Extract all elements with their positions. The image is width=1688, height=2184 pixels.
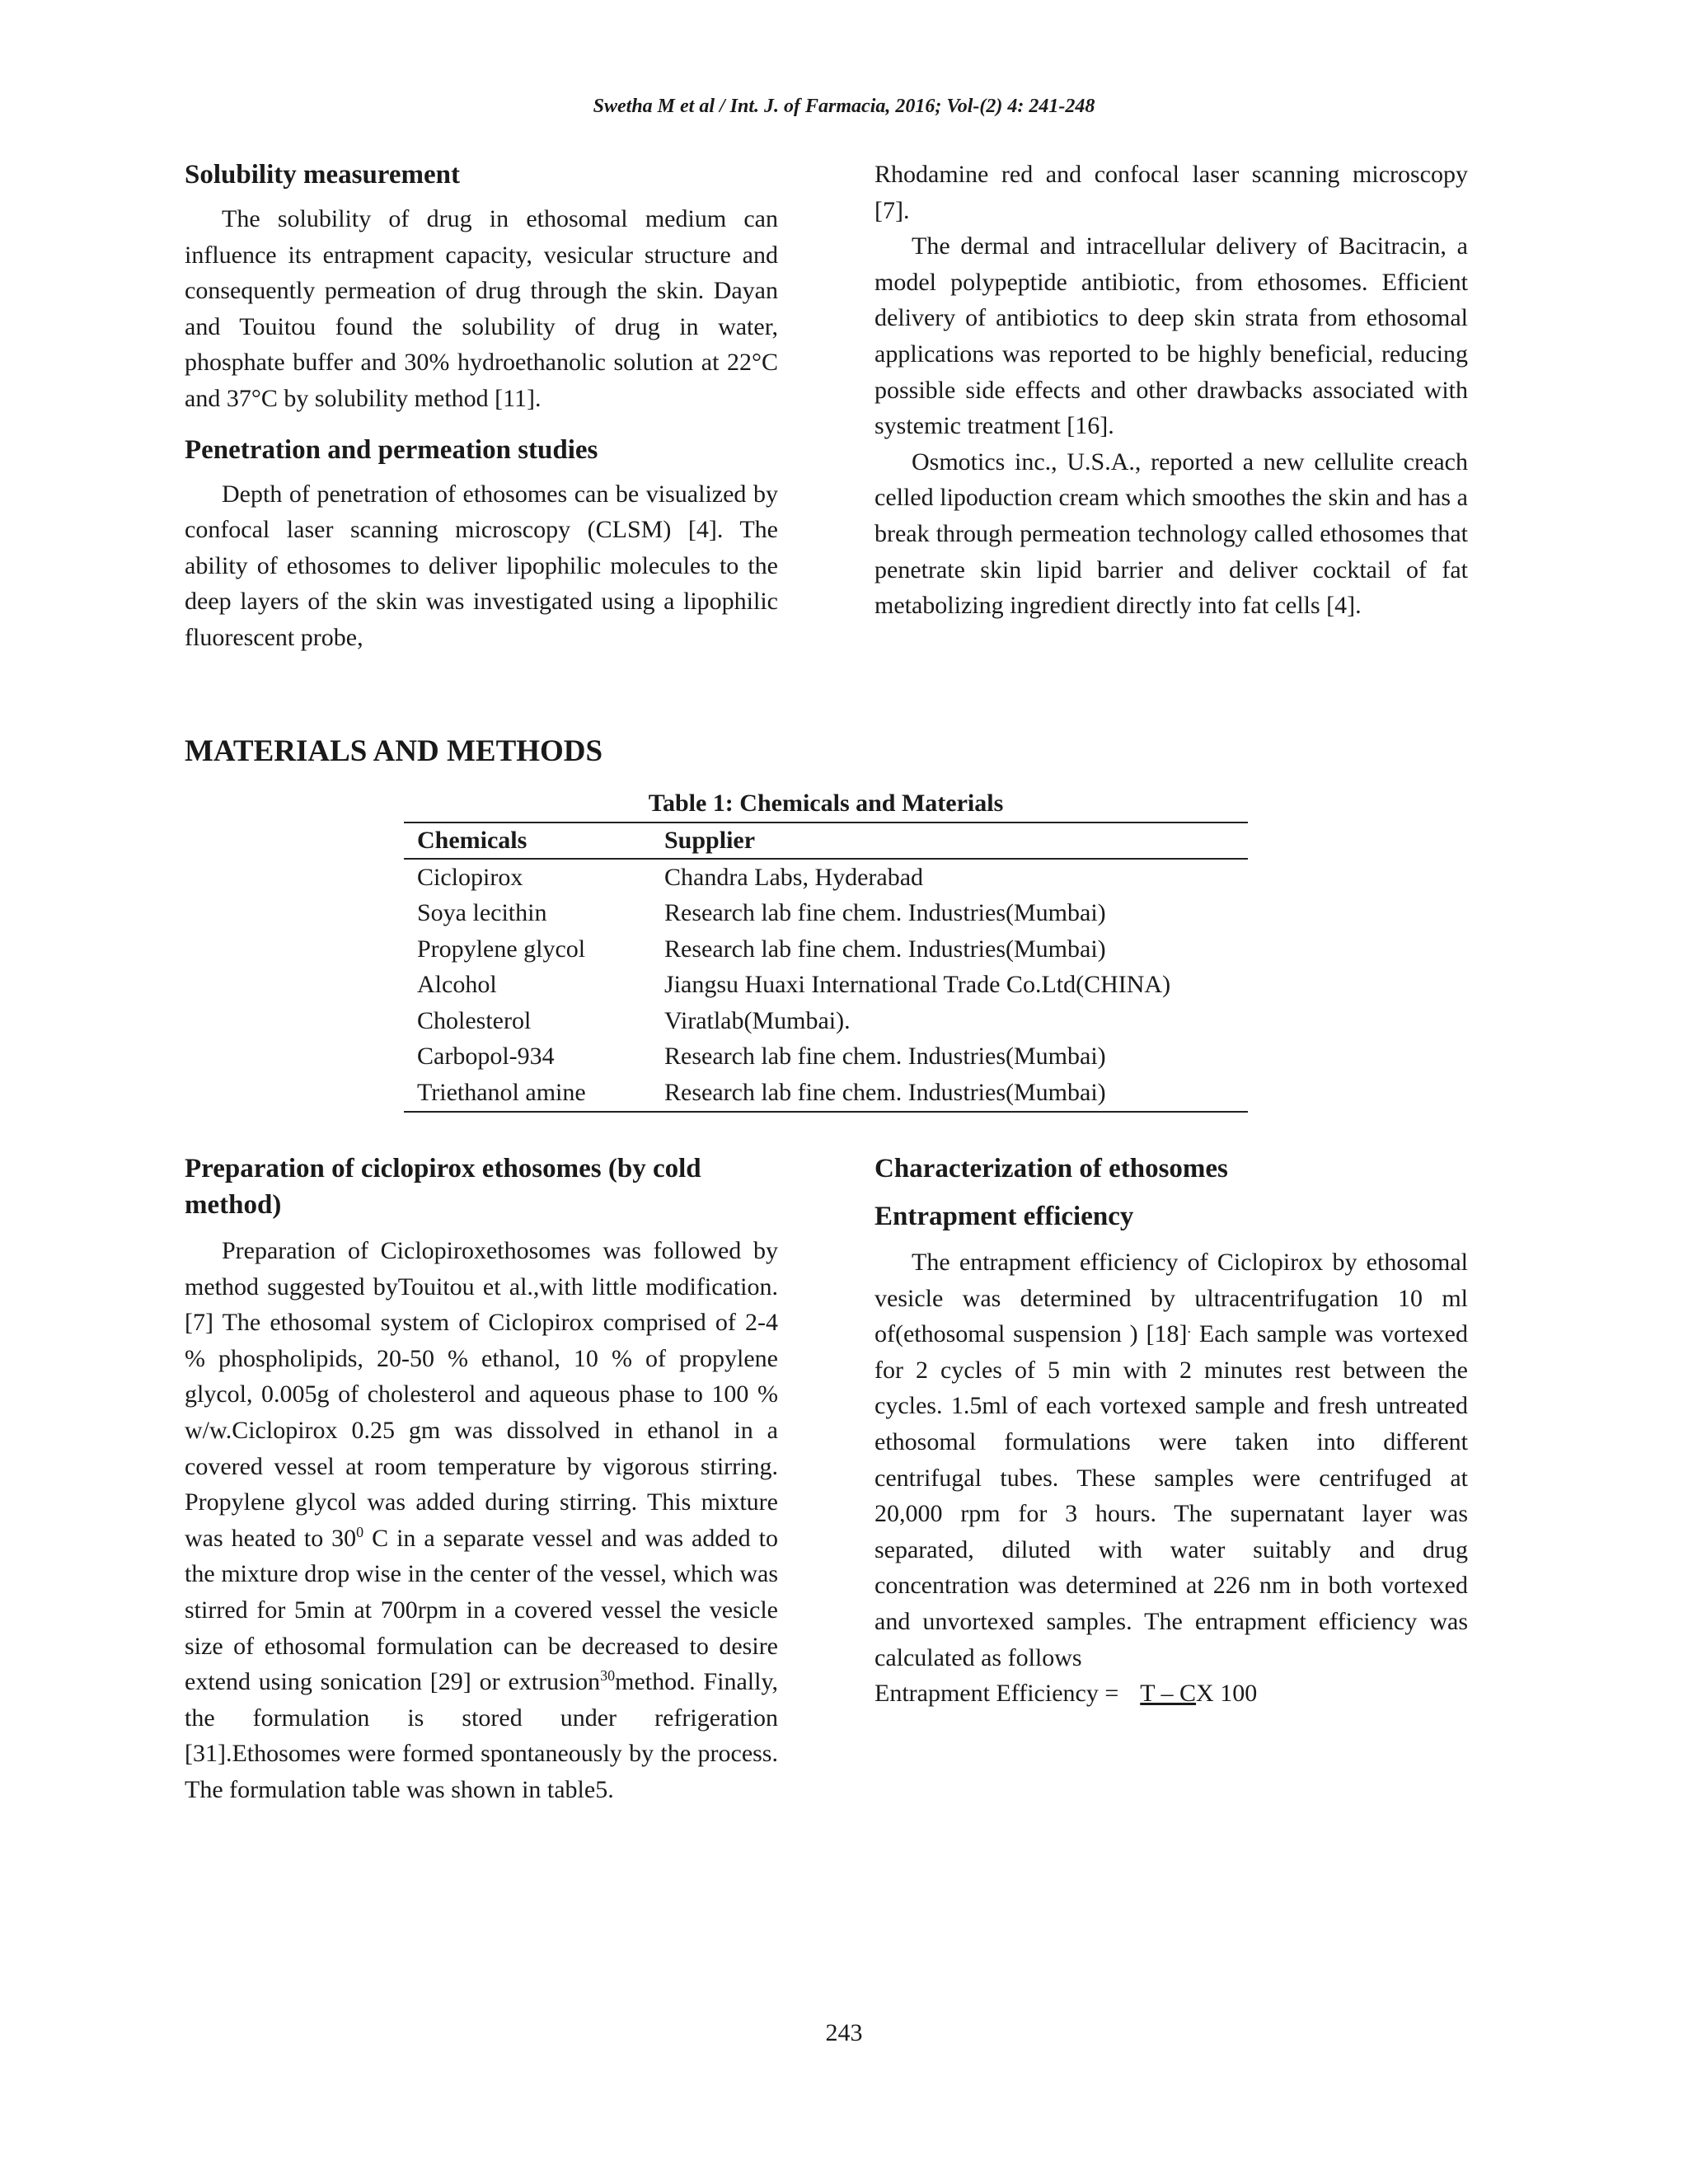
table-chemicals (404, 787, 1248, 1113)
cell-supplier: Research lab fine chem. Industries(Mumbai) (664, 1078, 1106, 1106)
formula-entrapment (874, 1675, 1468, 1712)
entrapment-text-2: Each sample was vortexed for 2 cycles of 5 min with 2 minutes rest between the cycles. 1.5ml of each vortexed sample and fresh untreated ethosomal formulations were taken into different centrifugal tubes. These samples were centrifuged at 20,000 rpm for 3 hours. The supernatant layer was separated, diluted with water suitably and drug concentration was determined at 226 nm in both vortexed and unvortexed samples. The entrapment efficiency was calculated as follows (874, 1320, 1468, 1671)
cell-supplier: Viratlab(Mumbai). (664, 1006, 851, 1034)
cell-chemical: Triethanol amine (417, 1078, 586, 1106)
paragraph-osmotics: Osmotics inc., U.S.A., reported a new cellulite creach celled lipoduction cream which smoothes the skin and has a break through permeation technology called ethosomes that penetrate skin lipid barrier and deliver cocktail of fat metabolizing ingredient directly into fat cells [4]. (874, 448, 1468, 620)
superscript-ref-30: 30 (600, 1667, 616, 1685)
cell-supplier: Research lab fine chem. Industries(Mumbai) (664, 899, 1106, 927)
paragraph-penetration: Depth of penetration of ethosomes can be visualized by confocal laser scanning microscopy (CLSM) [4]. The ability of ethosomes to deliver lipophilic molecules to the deep layers of the skin was investigated using a lipophilic fluorescent probe, (185, 480, 778, 651)
right-column-top (874, 157, 1468, 624)
table-caption: Table 1: Chemicals and Materials (648, 790, 1004, 817)
table-row (404, 968, 1248, 1004)
paragraph-penetration-continued: Rhodamine red and confocal laser scanning microscopy [7]. (874, 161, 1468, 224)
page-number: 243 (825, 2019, 863, 2046)
table-row (404, 1003, 1248, 1039)
superscript-dot: . (1187, 1319, 1192, 1337)
heading-characterization: Characterization of ethosomes (874, 1154, 1228, 1183)
table-header-row (404, 823, 1248, 859)
heading-entrapment-efficiency: Entrapment efficiency (874, 1202, 1134, 1231)
table-row (404, 931, 1248, 968)
left-column-top (185, 157, 778, 656)
preparation-text-2: C in a separate vessel and was added to the mixture drop wise in the center of the vessel, which was stirred for 5min at 700rpm in a covered vessel the vesicle size of ethosomal formulation can be decreased to desire extend using sonication [29] or extrusion (185, 1524, 778, 1696)
paragraph-bacitracin: The dermal and intracellular delivery of Bacitracin, a model polypeptide antibiotic, from ethosomes. Efficient delivery of antibiotics to deep skin strata from ethosomal applications was reported to be highly beneficial, reducing possible side effects and other drawbacks associated with systemic treatment [16]. (874, 232, 1468, 440)
cell-supplier: Research lab fine chem. Industries(Mumbai) (664, 935, 1106, 963)
paragraph-preparation (185, 1233, 778, 1808)
formula-label: Entrapment Efficiency = (874, 1680, 1119, 1708)
cell-chemical: Ciclopirox (417, 863, 523, 891)
header-supplier: Supplier (664, 827, 756, 854)
preparation-text-3: method. Finally, the formulation is stored under refrigeration [31].Ethosomes were formed spontaneously by the process. The formulation table was shown in table5. (185, 1668, 778, 1803)
section-heading-materials-methods: MATERIALS AND METHODS (185, 734, 603, 768)
table-row (404, 896, 1248, 932)
cell-chemical: Cholesterol (417, 1006, 532, 1034)
left-column-bottom (185, 1151, 778, 1808)
right-column-bottom (874, 1151, 1468, 1712)
cell-chemical: Soya lecithin (417, 899, 547, 927)
cell-chemical: Alcohol (417, 971, 497, 999)
cell-supplier: Jiangsu Huaxi International Trade Co.Ltd(CHINA) (664, 971, 1171, 999)
running-head: Swetha M et al / Int. J. of Farmacia, 2016; Vol-(2) 4: 241-248 (593, 96, 1095, 117)
paragraph-solubility: The solubility of drug in ethosomal medium can influence its entrapment capacity, vesicular structure and consequently permeation of drug through the skin. Dayan and Touitou found the solubility of drug in water, phosphate buffer and 30% hydroethanolic solution at 22°C and 37°C by solubility method [11]. (185, 205, 778, 412)
heading-preparation: Preparation of ciclopirox ethosomes (by cold method) (185, 1154, 701, 1220)
cell-chemical: Propylene glycol (417, 935, 586, 963)
superscript-degree: 0 (356, 1523, 364, 1540)
chemicals-table (404, 822, 1248, 1113)
table-row (404, 1075, 1248, 1112)
heading-solubility: Solubility measurement (185, 160, 460, 190)
table-row (404, 1039, 1248, 1076)
entrapment-text-1: The entrapment efficiency of Ciclopirox by ethosomal vesicle was determined by ultracentrifugation 10 ml of(ethosomal suspension ) [18] (874, 1249, 1468, 1348)
preparation-text-1: Preparation of Ciclopiroxethosomes was followed by method suggested byTouitou et al.,with little modification. [7] The ethosomal system of Ciclopirox comprised of 2-4 % phospholipids, 20-50 % ethanol, 10 % of propylene glycol, 0.005g of cholesterol and aqueous phase to 100 % w/w.Ciclopirox 0.25 gm was dissolved in ethanol in a covered vessel at room temperature by vigorous stirring. Propylene glycol was added during stirring. This mixture was heated to 30 (185, 1237, 778, 1552)
cell-supplier: Chandra Labs, Hyderabad (664, 863, 924, 891)
cell-supplier: Research lab fine chem. Industries(Mumbai) (664, 1043, 1106, 1071)
formula-rest: X 100 (1196, 1680, 1258, 1708)
paragraph-entrapment (874, 1244, 1468, 1675)
cell-chemical: Carbopol-934 (417, 1043, 555, 1071)
formula-numerator: T – C (1140, 1680, 1197, 1708)
heading-penetration: Penetration and permeation studies (185, 434, 598, 465)
table-row (404, 859, 1248, 896)
header-chemicals: Chemicals (417, 827, 528, 854)
